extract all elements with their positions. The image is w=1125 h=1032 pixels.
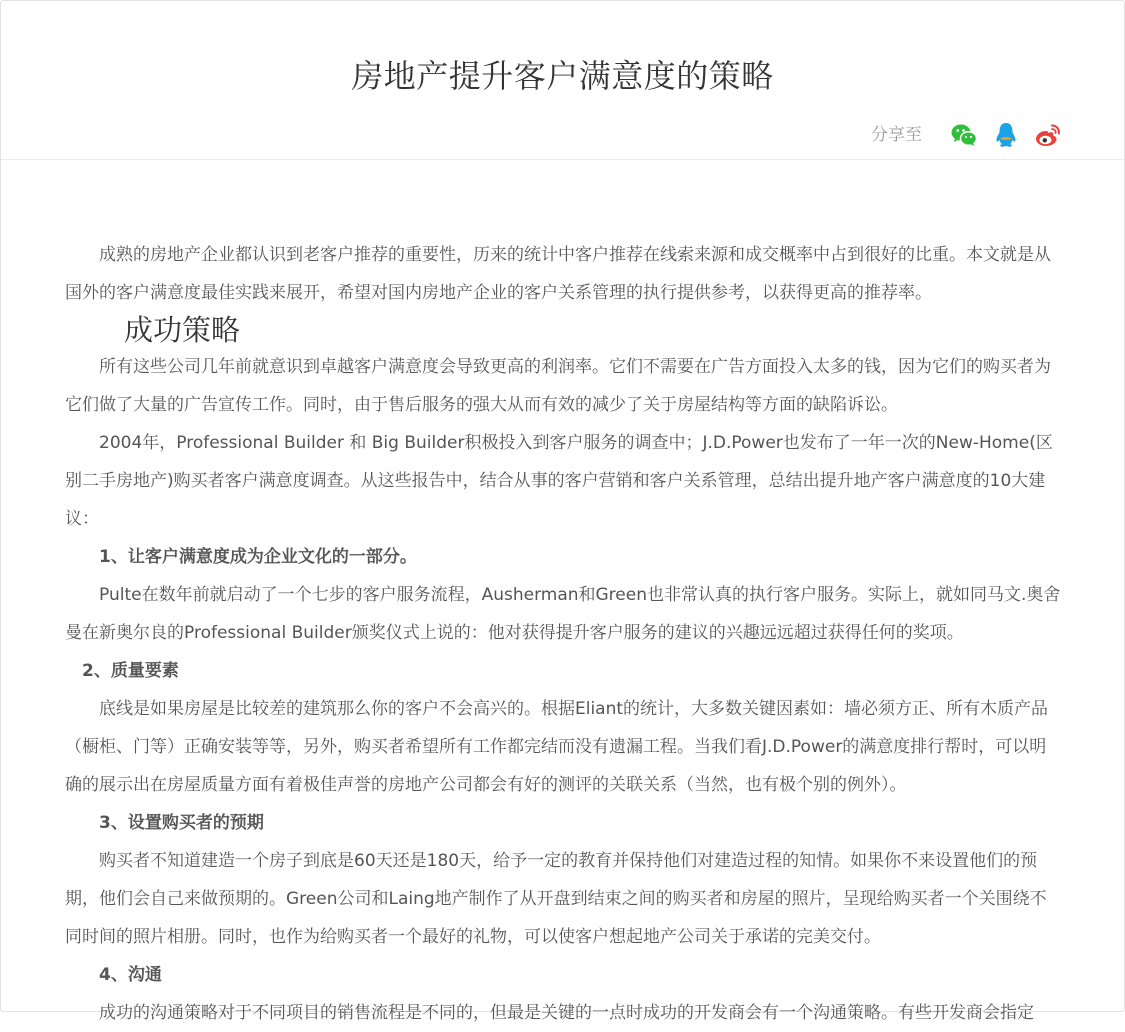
subheading-3: 3、设置购买者的预期 <box>99 813 264 833</box>
subheading-4: 4、沟通 <box>99 965 162 985</box>
paragraph-2: 2004年，Professional Builder 和 Big Builder积极投入到客户服务的调查中；J.D.Power也发布了一年一次的New-Home(区别二手房地产)购买者客户满意度调查。从这些报告中，结合从事的客户营销和客户关系管理，总结出提升地产客户满意度的10大建议： <box>65 433 1053 529</box>
paragraph-6: 成功的沟通策略对于不同项目的销售流程是不同的，但最是关键的一点时成功的开发商会有一个沟通策略。有些开发商会指定 <box>99 1003 1034 1023</box>
article-body <box>65 236 1063 1032</box>
paragraph-1: 所有这些公司几年前就意识到卓越客户满意度会导致更高的利润率。它们不需要在广告方面投入太多的钱，因为它们的购买者为它们做了大量的广告宣传工作。同时，由于售后服务的强大从而有效的减少了关于房屋结构等方面的缺陷诉讼。 <box>65 357 1051 415</box>
section-heading: 成功策略 <box>124 313 241 347</box>
paragraph-5: 购买者不知道建造一个房子到底是60天还是180天，给予一定的教育并保持他们对建造过程的知情。如果你不来设置他们的预期，他们会自己来做预期的。Green公司和Laing地产制作了从开盘到结束之间的购买者和房屋的照片，呈现给购买者一个关围绕不同时间的照片相册。同时，也作为给购买者一个最好的礼物，可以使客户想起地产公司关于承诺的完美交付。 <box>65 851 1047 947</box>
paragraph-4: 底线是如果房屋是比较差的建筑那么你的客户不会高兴的。根据Eliant的统计，大多数关键因素如：墙必须方正、所有木质产品（橱柜、门等）正确安装等等，另外，购买者希望所有工作都完结而没有遗漏工程。当我们看J.D.Power的满意度排行帮时，可以明确的展示出在房屋质量方面有着极佳声誉的房地产公司都会有好的测评的关联关系（当然，也有极个别的例外）。 <box>65 699 1049 795</box>
share-bar <box>871 120 1062 150</box>
article-header <box>1 1 1124 160</box>
wechat-icon[interactable] <box>950 121 978 149</box>
subheading-1: 1、让客户满意度成为企业文化的一部分。 <box>99 547 417 567</box>
page-title: 房地产提升客户满意度的策略 <box>351 57 774 95</box>
weibo-icon[interactable] <box>1034 121 1062 149</box>
paragraph-intro: 成熟的房地产企业都认识到老客户推荐的重要性，历来的统计中客户推荐在线索来源和成交概率中占到很好的比重。本文就是从国外的客户满意度最佳实践来展开，希望对国内房地产企业的客户关系管理的执行提供参考，以获得更高的推荐率。 <box>65 245 1051 303</box>
subheading-2: 2、质量要素 <box>82 661 179 681</box>
paragraph-3: Pulte在数年前就启动了一个七步的客户服务流程，Ausherman和Green也非常认真的执行客户服务。实际上，就如同马文.奥舍曼在新奥尔良的Professional Builder颁奖仪式上说的：他对获得提升客户服务的建议的兴趣远远超过获得任何的奖项。 <box>65 585 1061 643</box>
qq-icon[interactable] <box>992 121 1020 149</box>
share-label: 分享至 <box>871 125 922 145</box>
